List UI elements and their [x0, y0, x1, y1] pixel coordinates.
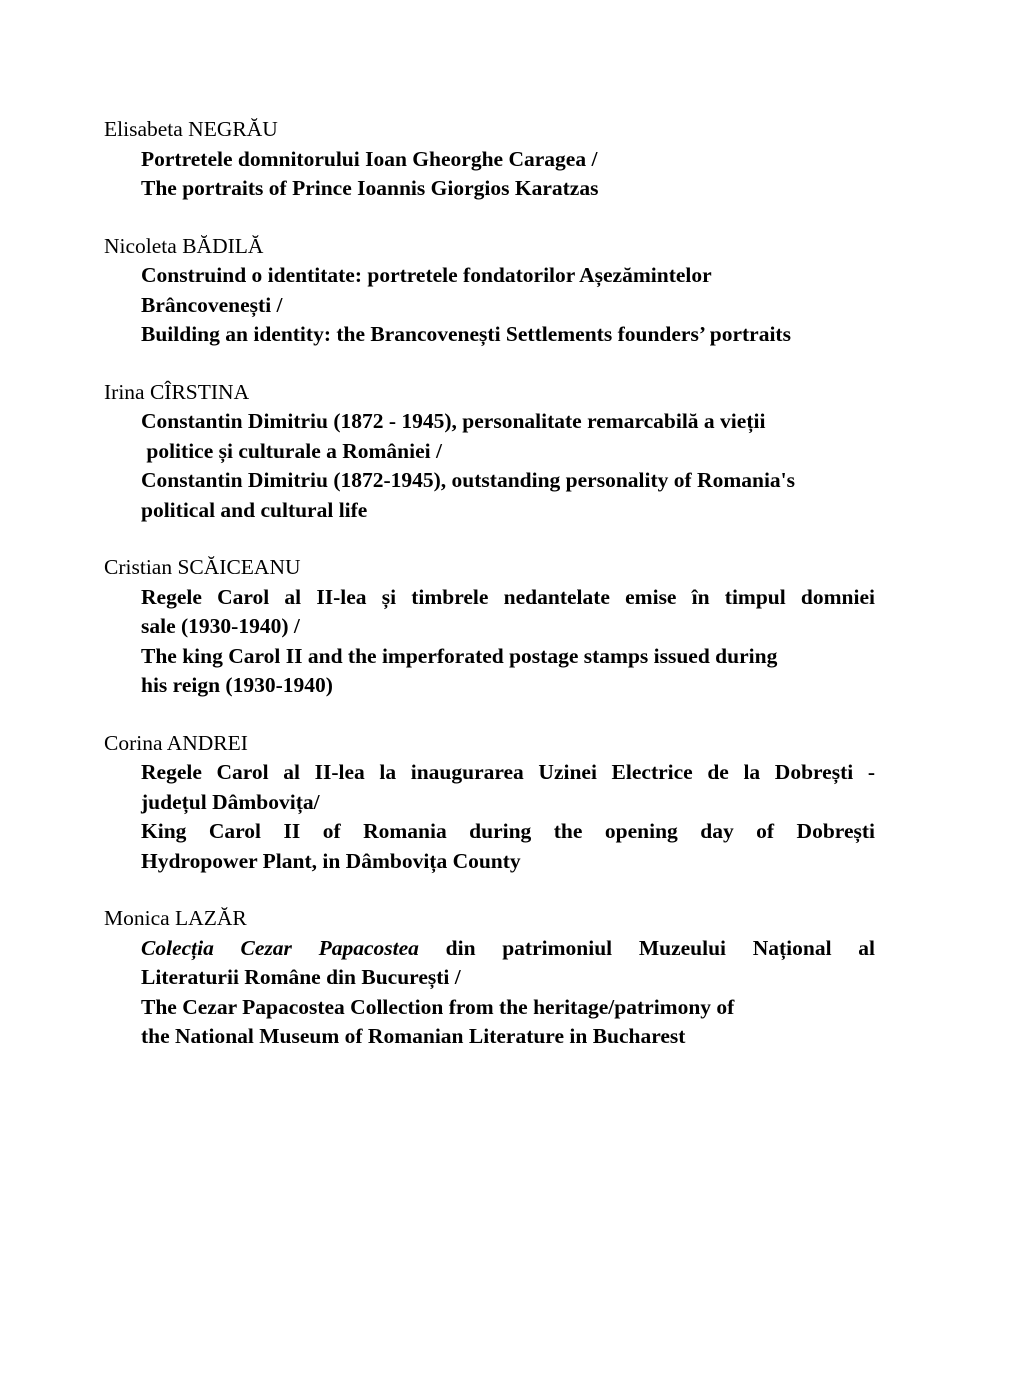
- entry-title-line: [141, 671, 1028, 701]
- entry-title-line: [141, 407, 1028, 437]
- title-segment: The king Carol II and the imperforated postage stamps issued during: [141, 643, 778, 668]
- title-segment: Building an identity: the Brancovenești Settlements founders’ portraits: [141, 322, 791, 346]
- toc-entry: [104, 904, 1028, 1052]
- entry-title-line: [141, 934, 875, 964]
- title-segment-italic: Colecția Cezar Papacostea: [141, 935, 419, 960]
- title-segment: sale (1930-1940) /: [141, 614, 300, 638]
- entry-title-line: [141, 1022, 1028, 1052]
- entry-title: [141, 261, 1028, 350]
- entry-author: Monica LAZĂR: [104, 906, 247, 930]
- toc-entry: [104, 115, 1028, 204]
- entry-title-line: [141, 993, 1028, 1023]
- title-segment: Portretele domnitorului Ioan Gheorghe Caragea /: [141, 146, 598, 171]
- entry-title-line: [141, 466, 1028, 496]
- title-segment: Brâncovenești /: [141, 292, 283, 317]
- entry-author: Nicoleta BĂDILĂ: [104, 233, 264, 258]
- entry-title: [141, 583, 1028, 701]
- entry-title: [141, 407, 1028, 525]
- entry-title-line: [141, 291, 1028, 321]
- entry-title: [141, 934, 1028, 1052]
- title-segment: his reign (1930-1940): [141, 673, 333, 697]
- toc-entry-list: [104, 115, 1028, 1052]
- title-segment: Construind o identitate: portretele fondatorilor Așezămintelor: [141, 263, 712, 287]
- title-segment: King Carol II of Romania during the opening day of Dobrești: [141, 819, 875, 843]
- title-segment: din patrimoniul Muzeului Național al: [418, 935, 875, 960]
- title-segment: The portraits of Prince Ioannis Giorgios Karatzas: [141, 176, 599, 200]
- title-segment: political and cultural life: [141, 497, 368, 522]
- title-segment: politice și culturale a României /: [141, 438, 442, 463]
- title-segment: The Cezar Papacostea Collection from the heritage/patrimony of: [141, 994, 735, 1019]
- title-segment: the National Museum of Romanian Literature in Bucharest: [141, 1024, 686, 1048]
- toc-entry: [104, 378, 1028, 526]
- entry-author: Corina ANDREI: [104, 730, 248, 755]
- entry-title-line: [141, 261, 1028, 291]
- entry-title-line: [141, 788, 1028, 818]
- title-segment: Regele Carol al II-lea și timbrele nedantelate emise în timpul domniei: [141, 584, 875, 609]
- entry-title-line: [141, 847, 1028, 877]
- entry-title-line: [141, 174, 1028, 204]
- entry-title-line: [141, 583, 875, 613]
- toc-entry: [104, 729, 1028, 877]
- entry-author: Cristian SCĂICEANU: [104, 555, 301, 579]
- entry-author: Elisabeta NEGRĂU: [104, 117, 278, 141]
- title-segment: Regele Carol al II-lea la inaugurarea Uzinei Electrice de la Dobrești -: [141, 760, 875, 784]
- entry-title-line: [141, 963, 1028, 993]
- title-segment: județul Dâmbovița/: [141, 789, 320, 814]
- entry-title-line: [141, 817, 875, 847]
- title-segment: Hydropower Plant, in Dâmbovița County: [141, 848, 521, 873]
- entry-title-line: [141, 145, 1028, 175]
- entry-title: [141, 758, 1028, 876]
- entry-title-line: [141, 496, 1028, 526]
- toc-entry: [104, 553, 1028, 701]
- entry-title-line: [141, 437, 1028, 467]
- entry-title-line: [141, 758, 875, 788]
- toc-entry: [104, 232, 1028, 350]
- title-segment: Constantin Dimitriu (1872-1945), outstanding personality of Romania's: [141, 468, 796, 492]
- title-segment: Constantin Dimitriu (1872 - 1945), personalitate remarcabilă a vieții: [141, 409, 766, 433]
- entry-title-line: [141, 320, 1028, 350]
- entry-title-line: [141, 612, 1028, 642]
- entry-title: [141, 145, 1028, 204]
- entry-title-line: [141, 642, 1028, 672]
- entry-author: Irina CÎRSTINA: [104, 379, 250, 404]
- title-segment: Literaturii Române din București /: [141, 965, 461, 989]
